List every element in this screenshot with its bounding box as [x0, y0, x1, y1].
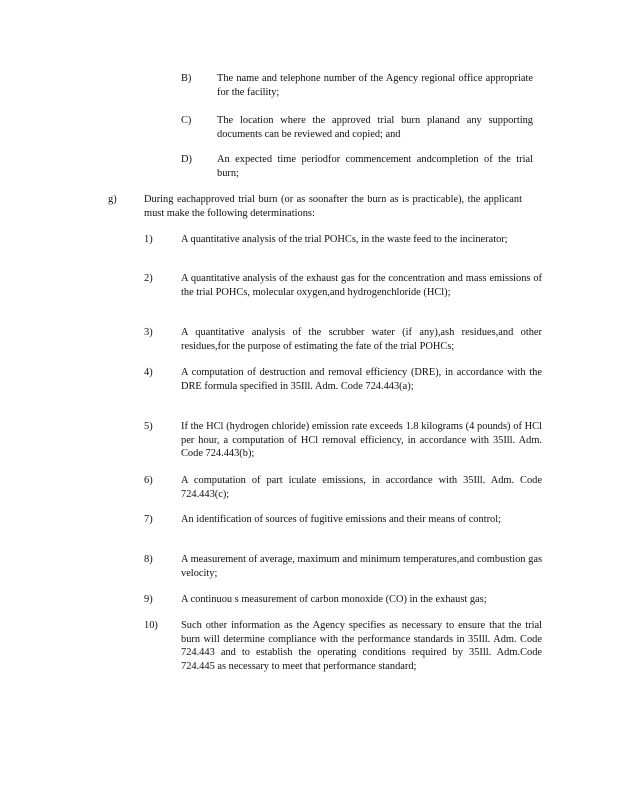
- numbered-marker: 4): [144, 367, 153, 378]
- numbered-item-text: A quantitative analysis of the trial POHCs, in the waste feed to the incinerator;: [181, 234, 508, 245]
- list-item-text: The name and telephone number of the Agency regional office appropriate for the facility;: [217, 73, 533, 98]
- numbered-marker: 2): [144, 273, 153, 284]
- list-item-text: An expected time periodfor commencement andcompletion of the trial burn;: [217, 154, 533, 179]
- list-marker: C): [181, 115, 192, 126]
- section-marker: g): [108, 194, 117, 205]
- numbered-item-text: A quantitative analysis of the scrubber water (if any),ash residues,and other residues,for the purpose of estimating the fate of the trial POHCs;: [181, 327, 542, 352]
- numbered-marker: 1): [144, 234, 153, 245]
- section-text: During eachapproved trial burn (or as soonafter the burn as is practicable), the applicant must make the following determinations:: [144, 194, 522, 219]
- numbered-marker: 5): [144, 421, 153, 432]
- list-marker: D): [181, 154, 192, 165]
- numbered-marker: 3): [144, 327, 153, 338]
- numbered-item-text: A quantitative analysis of the exhaust gas for the concentration and mass emissions of the trial POHCs, molecular oxygen,and hydrogenchloride (HCl);: [181, 273, 542, 298]
- numbered-marker: 7): [144, 514, 153, 525]
- numbered-item-text: A measurement of average, maximum and minimum temperatures,and combustion gas velocity;: [181, 554, 542, 579]
- numbered-item-text: An identification of sources of fugitive emissions and their means of control;: [181, 514, 502, 525]
- numbered-marker: 10): [144, 620, 158, 631]
- numbered-item-text: Such other information as the Agency specifies as necessary to ensure that the trial burn will determine compliance with the performance standards in 35Ill. Adm. Code 724.443 and to establish the operating conditions required by 35Ill. Adm.Code 724.445 as necessary to meet that performance standard;: [181, 620, 542, 672]
- numbered-marker: 9): [144, 594, 153, 605]
- numbered-item-text: A computation of part iculate emissions, in accordance with 35Ill. Adm. Code 724.443(c);: [181, 475, 542, 500]
- list-item-text: The location where the approved trial burn planand any supporting documents can be reviewed and copied; and: [217, 115, 533, 140]
- numbered-item-text: A continuou s measurement of carbon monoxide (CO) in the exhaust gas;: [181, 594, 487, 605]
- list-marker: B): [181, 73, 192, 84]
- numbered-marker: 8): [144, 554, 153, 565]
- numbered-item-text: If the HCl (hydrogen chloride) emission rate exceeds 1.8 kilograms (4 pounds) of HCl per hour, a computation of HCl removal efficiency, in accordance with 35Ill. Adm. Code 724.443(b);: [181, 421, 542, 460]
- numbered-marker: 6): [144, 475, 153, 486]
- numbered-item-text: A computation of destruction and removal efficiency (DRE), in accordance with the DRE formula specified in 35Ill. Adm. Code 724.443(a);: [181, 367, 542, 392]
